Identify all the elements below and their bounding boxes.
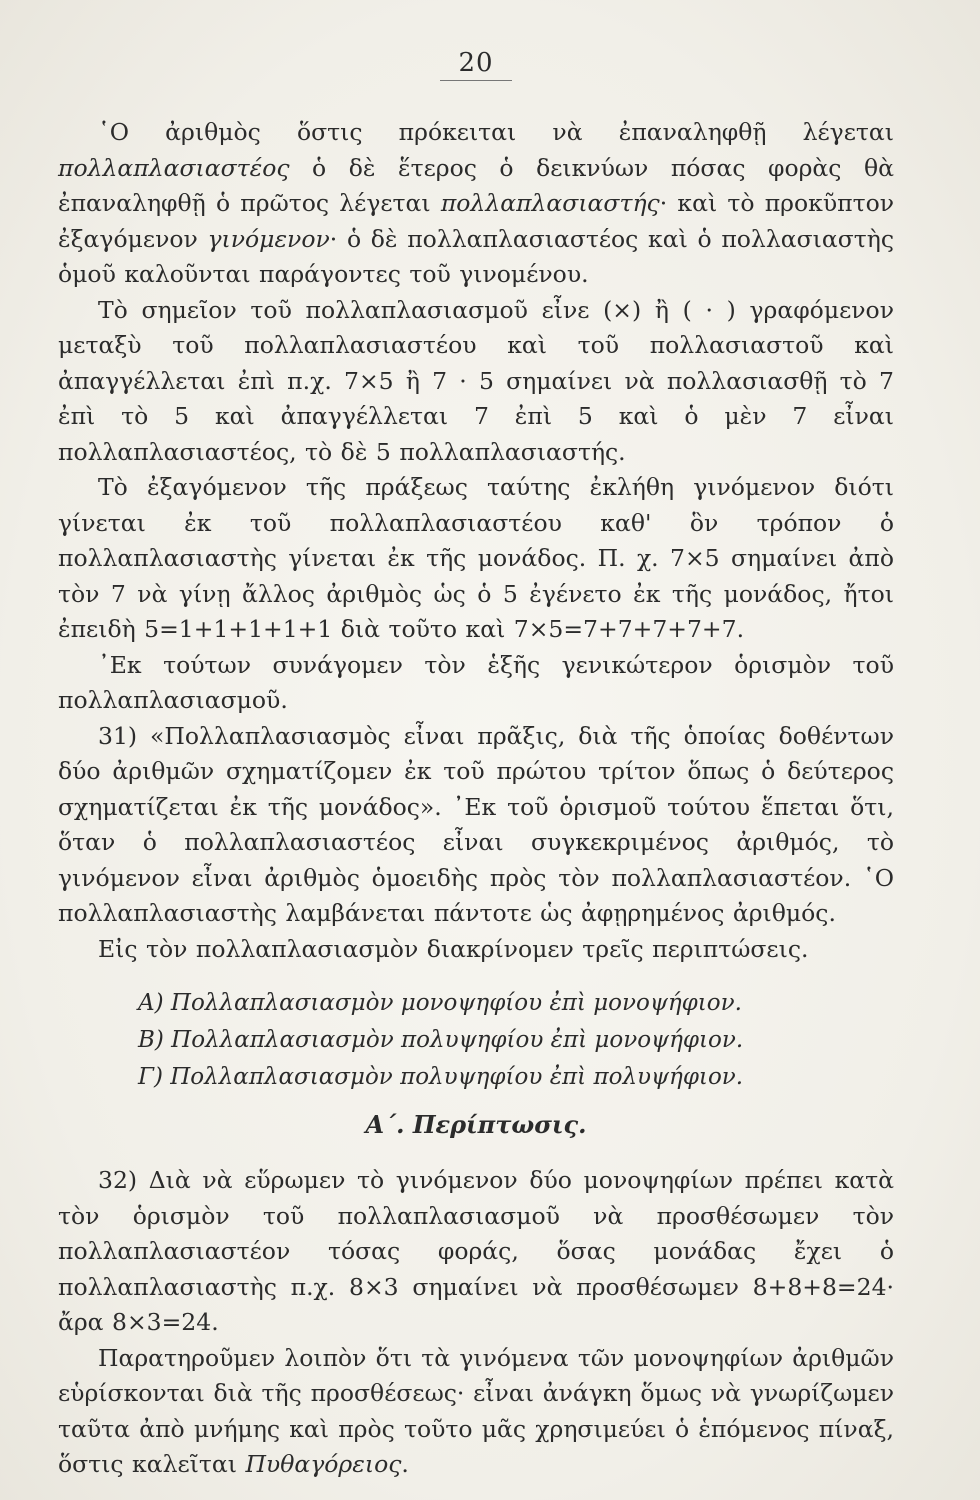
p1-text-e: · καὶ τὸ προκῦπτον ἐξαγόμενον	[58, 189, 895, 253]
paragraph-rule-32: 32) Διὰ νὰ εὕρωμεν τὸ γινόμενον δύο μονοψηφίων πρέπει κατὰ τὸν ὁρισμὸν τοῦ πολλαπλασιασμοῦ νὰ προσθέσωμεν τὸν πολλαπλασιαστέον τόσας φοράς, ὅσας μονάδας ἔχει ὁ πολλαπλασιαστὴς π.χ. 8×3 σημαίνει νὰ προσθέσωμεν 8+8+8=24· ἄρα 8×3=24.	[58, 1166, 894, 1336]
p8-text-a: Παρατηροῦμεν λοιπὸν ὅτι τὰ γινόμενα τῶν μονοψηφίων ἀριθμῶν εὑρίσκονται διὰ τῆς προσθέσεως· εἶναι ἀνάγκη ὅμως νὰ γνωρίζωμεν ταῦτα ἀπὸ μνήμης καὶ πρὸς τοῦτο μᾶς χρησιμεύει ὁ ἑπόμενος πίναξ, ὅστις καλεῖται	[58, 1343, 894, 1478]
case-item-b: Β) Πολλαπλασιασμὸν πολυψηφίου ἐπὶ μονοψήφιον.	[138, 1027, 744, 1053]
p1-text-c: ὁ δὲ ἕτερος ὁ δεικνύων πόσας φορὰς θὰ ἐπαναληφθῇ ὁ πρῶτος λέγεται	[58, 153, 894, 217]
p1-text-g: · ὁ δὲ πολλαπλασιαστέος καὶ ὁ πολλασιαστὴς ὁμοῦ καλοῦνται παράγοντες τοῦ γινομένου.	[58, 224, 894, 288]
page-number	[58, 48, 894, 81]
case-item-a: Α) Πολλαπλασιασμὸν μονοψηφίου ἐπὶ μονοψήφιον.	[138, 990, 742, 1016]
paragraph-product-origin: Τὸ ἐξαγόμενον τῆς πράξεως ταύτης ἐκλήθη γινόμενον διότι γίνεται ἐκ τοῦ πολλαπλασιαστέου καθ' ὃν τρόπον ὁ πολλαπλασιαστὴς γίνεται ἐκ τῆς μονάδος. Π. χ. 7×5 σημαίνει ἀπὸ τὸν 7 νὰ γίνῃ ἄλλος ἀριθμὸς ὡς ὁ 5 ἐγένετο ἐκ τῆς μονάδος, ἤτοι ἐπειδὴ 5=1+1+1+1+1 διὰ τοῦτο καὶ 7×5=7+7+7+7+7.	[58, 473, 894, 643]
term-multiplier: πολλαπλασιαστής	[440, 189, 660, 217]
section-title: Α΄. Περίπτωσις.	[365, 1110, 587, 1139]
term-multiplicand: πολλαπλασιαστέος	[58, 153, 290, 182]
paragraph-sign: Τὸ σημεῖον τοῦ πολλαπλασιασμοῦ εἶνε (×) ἢ ( · ) γραφόμενον μεταξὺ τοῦ πολλαπλασιαστέου καὶ τοῦ πολλασιαστοῦ καὶ ἀπαγγέλλεται ἐπὶ π.χ. 7×5 ἢ 7 · 5 σημαίνει νὰ πολλασιασθῇ τὸ 7 ἐπὶ τὸ 5 καὶ ἀπαγγέλλεται 7 ἐπὶ 5 καὶ ὁ μὲν 7 εἶναι πολλαπλασιαστέος, τὸ δὲ 5 πολλαπλασιαστής.	[58, 295, 894, 466]
term-product: γινόμενον	[207, 224, 330, 253]
paragraph-general-definition-intro: ᾿Εκ τούτων συνάγομεν τὸν ἑξῆς γενικώτερον ὁρισμὸν τοῦ πολλαπλασιασμοῦ.	[58, 650, 894, 714]
page-number-text: 20	[440, 48, 511, 81]
p8-text-c: .	[401, 1450, 409, 1478]
case-item-c: Γ) Πολλαπλασιασμὸν πολυψηφίου ἐπὶ πολυψήφιον.	[138, 1064, 744, 1090]
paragraph-definition-31: 31) «Πολλαπλασιασμὸς εἶναι πρᾶξις, διὰ τῆς ὁποίας δοθέντων δύο ἀριθμῶν σχηματίζομεν ἐκ τοῦ πρώτου τρίτον ὅπως ὁ δεύτερος σχηματίζεται ἐκ τῆς μονάδος». ᾿Εκ τοῦ ὁρισμοῦ τούτου ἕπεται ὅτι, ὅταν ὁ πολλαπλασιαστέος εἶναι συγκεκριμένος ἀριθμός, τὸ γινόμενον εἶναι ἀριθμὸς ὁμοειδὴς πρὸς τὸν πολλαπλασιαστέον. ῾Ο πολλαπλασιαστὴς λαμβάνεται πάντοτε ὡς ἀφῃρημένος ἀριθμός.	[58, 721, 894, 927]
term-pythagorean: Πυθαγόρειος	[245, 1450, 402, 1478]
paragraph-pythagorean-table	[58, 1341, 894, 1483]
paragraph-definition-terms	[58, 115, 894, 293]
paragraph-cases-intro: Εἰς τὸν πολλαπλασιασμὸν διακρίνομεν τρεῖς περιπτώσεις.	[98, 934, 809, 963]
p1-text-a: ῾Ο ἀριθμὸς ὅστις πρόκειται νὰ ἐπαναληφθῇ λέγεται	[98, 118, 894, 146]
case-list	[138, 985, 894, 1096]
